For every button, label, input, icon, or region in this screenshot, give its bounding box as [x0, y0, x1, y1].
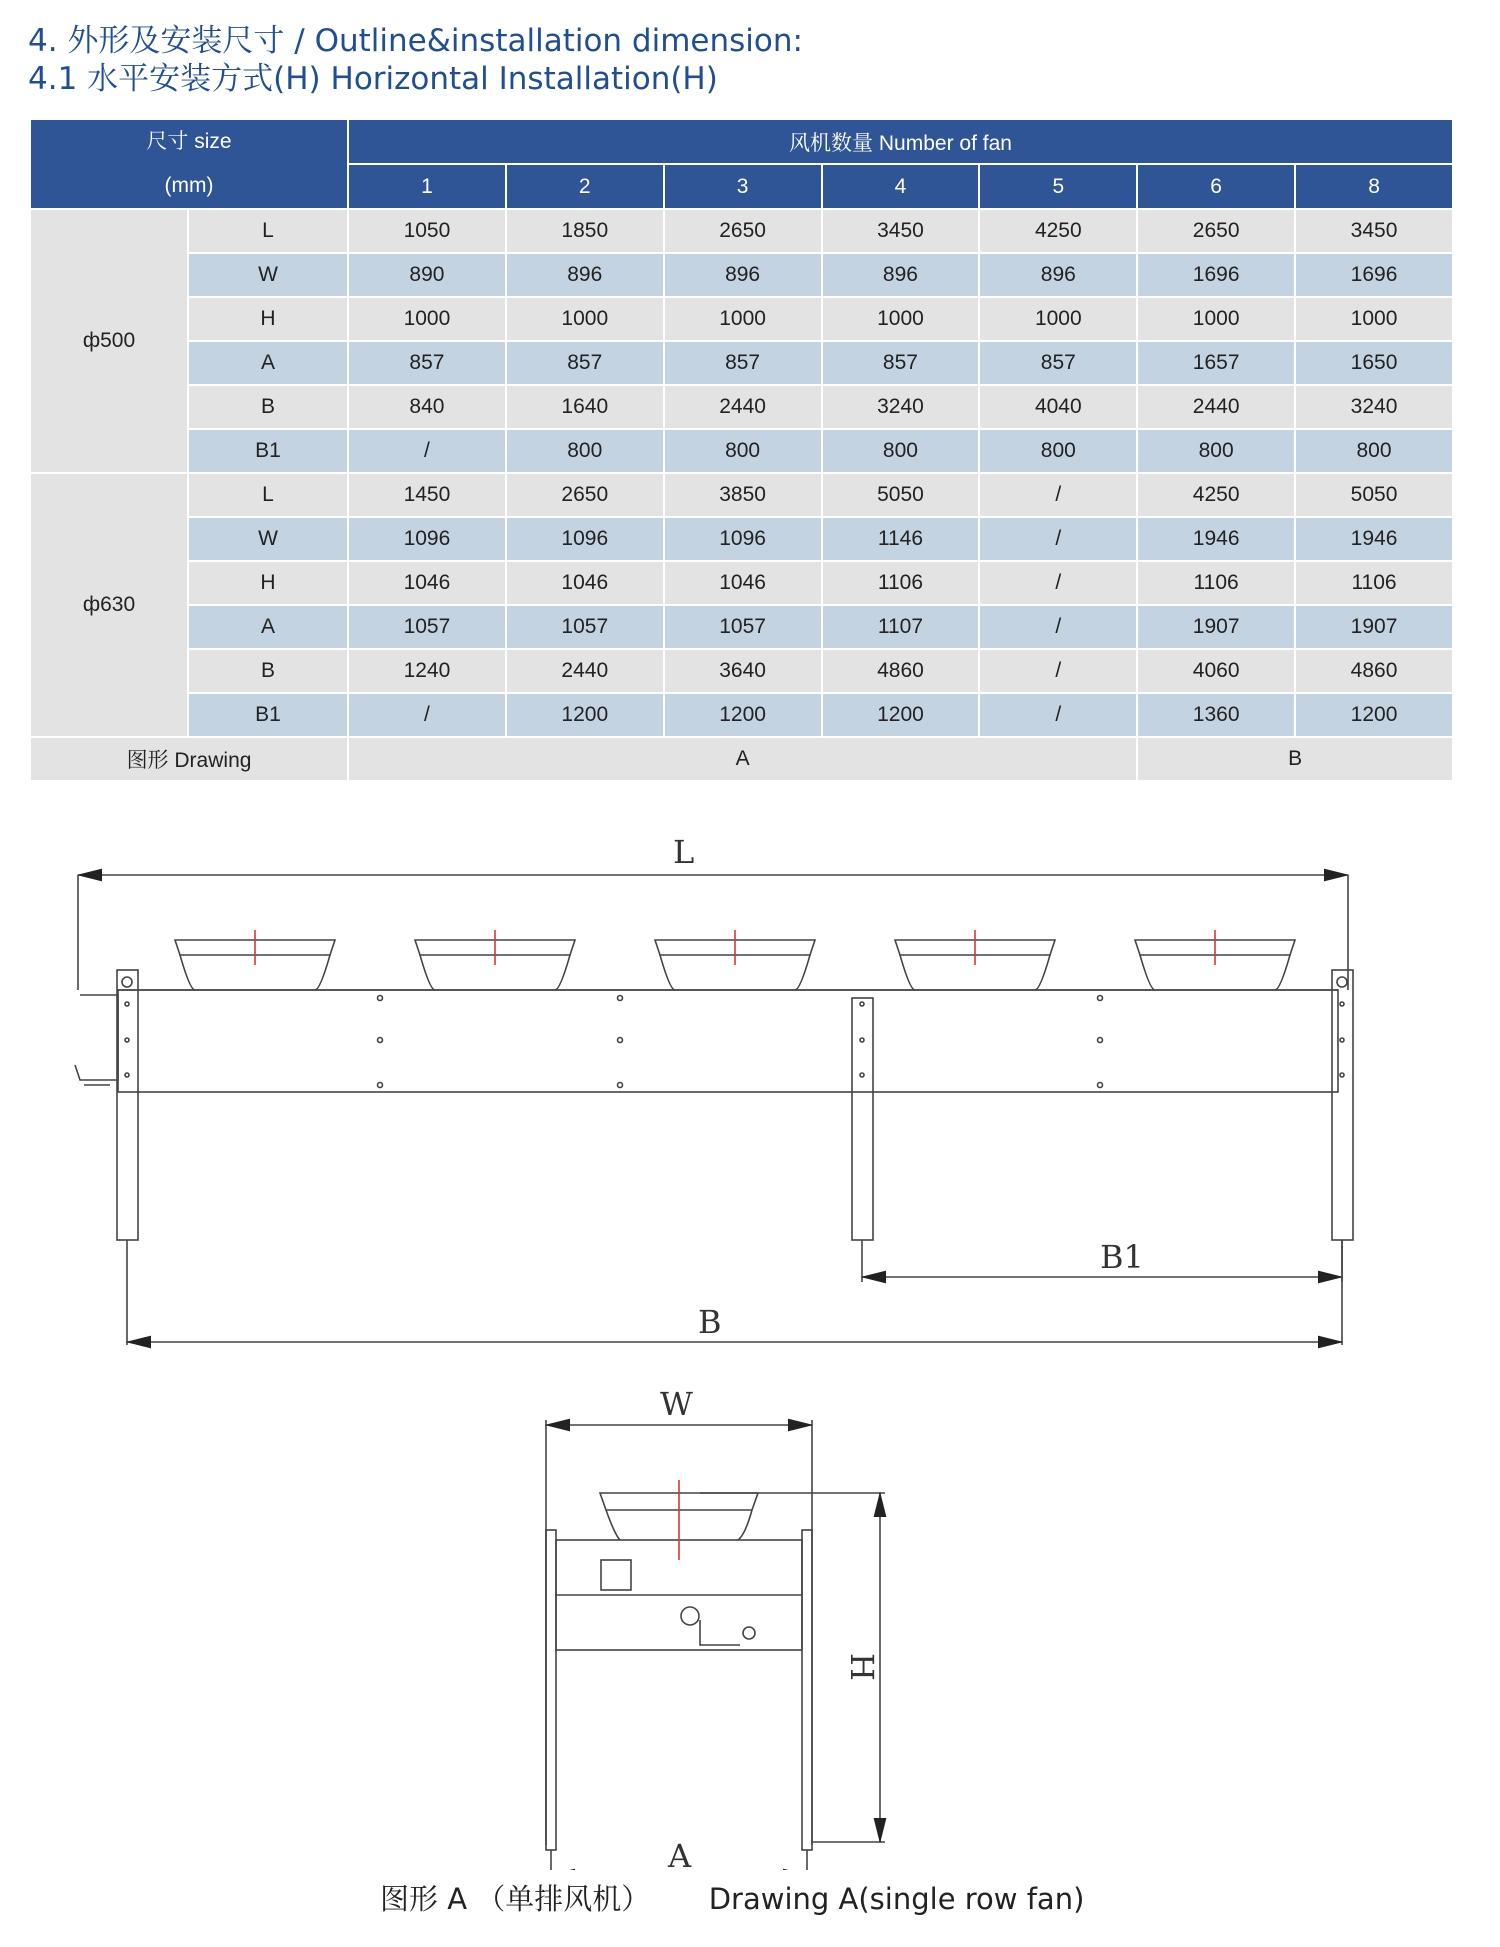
fan-diameter-group: ф500 — [30, 209, 188, 473]
table-cell: 1050 — [348, 209, 506, 253]
table-cell: 1907 — [1137, 605, 1295, 649]
table-cell: 800 — [664, 429, 822, 473]
table-cell: 896 — [979, 253, 1137, 297]
table-cell: 1046 — [506, 561, 664, 605]
section-heading: 4. 外形及安装尺寸 / Outline&installation dimension: — [28, 23, 803, 59]
drawing-a-cell: A — [348, 737, 1137, 781]
table-cell: / — [348, 693, 506, 737]
fan-count-cell: 5 — [979, 164, 1137, 209]
table-cell: / — [979, 561, 1137, 605]
side-leg-left — [546, 1530, 556, 1850]
table-cell: 4060 — [1137, 649, 1295, 693]
dimension-label: W — [188, 517, 348, 561]
table-cell: 3850 — [664, 473, 822, 517]
table-cell: 1696 — [1137, 253, 1295, 297]
table-cell: 1000 — [822, 297, 980, 341]
table-row — [30, 605, 1453, 649]
size-unit: (mm) — [164, 174, 214, 197]
table-cell: 896 — [664, 253, 822, 297]
table-cell: 1640 — [506, 385, 664, 429]
table-cell: 1057 — [348, 605, 506, 649]
label-b1: B1 — [1100, 1238, 1144, 1276]
table-cell: 3640 — [664, 649, 822, 693]
unit-body — [118, 990, 1338, 1092]
table-cell: 800 — [1137, 429, 1295, 473]
table-cell: 1946 — [1295, 517, 1453, 561]
table-row — [30, 473, 1453, 517]
table-cell: 840 — [348, 385, 506, 429]
table-row — [30, 341, 1453, 385]
table-cell: 857 — [822, 341, 980, 385]
table-cell: 1096 — [506, 517, 664, 561]
fan-count-cell: 4 — [822, 164, 980, 209]
table-cell: 1106 — [822, 561, 980, 605]
table-row — [30, 517, 1453, 561]
leg-middle — [852, 998, 873, 1240]
table-cell: 1200 — [1295, 693, 1453, 737]
table-cell: 1057 — [506, 605, 664, 649]
table-cell: 1200 — [822, 693, 980, 737]
table-row — [30, 693, 1453, 737]
table-cell: / — [979, 473, 1137, 517]
table-cell: 800 — [1295, 429, 1453, 473]
label-b: B — [698, 1303, 722, 1341]
table-cell: 1450 — [348, 473, 506, 517]
table-cell: 2440 — [506, 649, 664, 693]
table-cell: 890 — [348, 253, 506, 297]
table-cell: 4250 — [979, 209, 1137, 253]
table-cell: 1200 — [506, 693, 664, 737]
table-cell: 800 — [822, 429, 980, 473]
table-cell: / — [979, 605, 1137, 649]
table-cell: 1000 — [1137, 297, 1295, 341]
table-cell: / — [979, 517, 1137, 561]
dimension-label: W — [188, 253, 348, 297]
fan-count-cell: 8 — [1295, 164, 1453, 209]
dimension-label: B1 — [188, 429, 348, 473]
outline-drawing — [0, 830, 1500, 1870]
table-cell: 2650 — [506, 473, 664, 517]
label-l: L — [673, 833, 695, 871]
table-cell: 5050 — [822, 473, 980, 517]
table-cell: 1096 — [348, 517, 506, 561]
table-cell: 3450 — [1295, 209, 1453, 253]
table-cell: 1000 — [506, 297, 664, 341]
table-cell: 3450 — [822, 209, 980, 253]
table-cell: 1046 — [348, 561, 506, 605]
table-cell: / — [348, 429, 506, 473]
table-cell: 857 — [506, 341, 664, 385]
table-cell: 800 — [506, 429, 664, 473]
table-cell: 4860 — [1295, 649, 1453, 693]
table-row — [30, 209, 1453, 253]
table-cell: 1000 — [979, 297, 1137, 341]
table-row — [30, 385, 1453, 429]
table-cell: 4860 — [822, 649, 980, 693]
dimension-table — [29, 118, 1454, 782]
table-cell: 1106 — [1137, 561, 1295, 605]
table-cell: 1360 — [1137, 693, 1295, 737]
fan-diameter-group: ф630 — [30, 473, 188, 737]
table-row — [30, 649, 1453, 693]
size-label: 尺寸 size — [146, 130, 232, 153]
table-cell: 896 — [506, 253, 664, 297]
table-cell: 2650 — [664, 209, 822, 253]
table-cell: 1200 — [664, 693, 822, 737]
table-cell: 1000 — [664, 297, 822, 341]
table-row — [30, 561, 1453, 605]
table-cell: 1650 — [1295, 341, 1453, 385]
table-cell: / — [979, 649, 1137, 693]
side-leg-right — [802, 1530, 812, 1850]
table-cell: 896 — [822, 253, 980, 297]
fan-count-cell: 3 — [664, 164, 822, 209]
fan-icon — [1135, 930, 1295, 990]
caption-zh: 图形 A （单排风机） — [380, 1882, 651, 1916]
fan-icon — [415, 930, 575, 990]
table-cell: 1907 — [1295, 605, 1453, 649]
drawing-b-cell: B — [1137, 737, 1453, 781]
caption-en: Drawing A(single row fan) — [708, 1882, 1085, 1916]
dimension-label: H — [188, 561, 348, 605]
dimension-label: B — [188, 649, 348, 693]
table-row — [30, 297, 1453, 341]
table-cell: 1240 — [348, 649, 506, 693]
table-cell: 2440 — [664, 385, 822, 429]
table-cell: 1946 — [1137, 517, 1295, 561]
table-cell: 1096 — [664, 517, 822, 561]
table-cell: 2440 — [1137, 385, 1295, 429]
table-cell: 857 — [348, 341, 506, 385]
table-cell: 1057 — [664, 605, 822, 649]
dimension-label: A — [188, 605, 348, 649]
fan-count-cell: 2 — [506, 164, 664, 209]
table-row — [30, 429, 1453, 473]
table-cell: 800 — [979, 429, 1137, 473]
size-header — [30, 119, 348, 209]
table-cell: 5050 — [1295, 473, 1453, 517]
table-cell: 1657 — [1137, 341, 1295, 385]
leg-left — [117, 970, 138, 1240]
leg-right — [1332, 970, 1353, 1240]
table-cell: 1046 — [664, 561, 822, 605]
table-cell: 1106 — [1295, 561, 1453, 605]
drawing-caption — [380, 1877, 1084, 1918]
table-cell: / — [979, 693, 1137, 737]
fan-count-cell: 6 — [1137, 164, 1295, 209]
table-cell: 2650 — [1137, 209, 1295, 253]
label-w: W — [660, 1385, 693, 1423]
table-cell: 3240 — [1295, 385, 1453, 429]
dimension-label: A — [188, 341, 348, 385]
fan-icon — [895, 930, 1055, 990]
drawing-row — [30, 737, 1453, 781]
label-h: H — [843, 1653, 881, 1681]
table-cell: 1107 — [822, 605, 980, 649]
table-cell: 1146 — [822, 517, 980, 561]
label-a: A — [668, 1837, 692, 1870]
table-cell: 1000 — [1295, 297, 1453, 341]
fan-icon — [175, 930, 335, 990]
fan-icon — [655, 930, 815, 990]
table-cell: 3240 — [822, 385, 980, 429]
dimension-label: H — [188, 297, 348, 341]
subsection-heading: 4.1 水平安装方式(H) Horizontal Installation(H) — [28, 61, 718, 97]
table-row — [30, 253, 1453, 297]
fan-count-cell: 1 — [348, 164, 506, 209]
table-cell: 1696 — [1295, 253, 1453, 297]
table-cell: 1850 — [506, 209, 664, 253]
table-cell: 857 — [664, 341, 822, 385]
table-cell: 4040 — [979, 385, 1137, 429]
dimension-label: L — [188, 473, 348, 517]
fan-count-header: 风机数量 Number of fan — [348, 119, 1453, 164]
dimension-label: L — [188, 209, 348, 253]
table-cell: 4250 — [1137, 473, 1295, 517]
dimension-label: B1 — [188, 693, 348, 737]
dimension-label: B — [188, 385, 348, 429]
drawing-label: 图形 Drawing — [30, 737, 348, 781]
table-cell: 1000 — [348, 297, 506, 341]
table-cell: 857 — [979, 341, 1137, 385]
